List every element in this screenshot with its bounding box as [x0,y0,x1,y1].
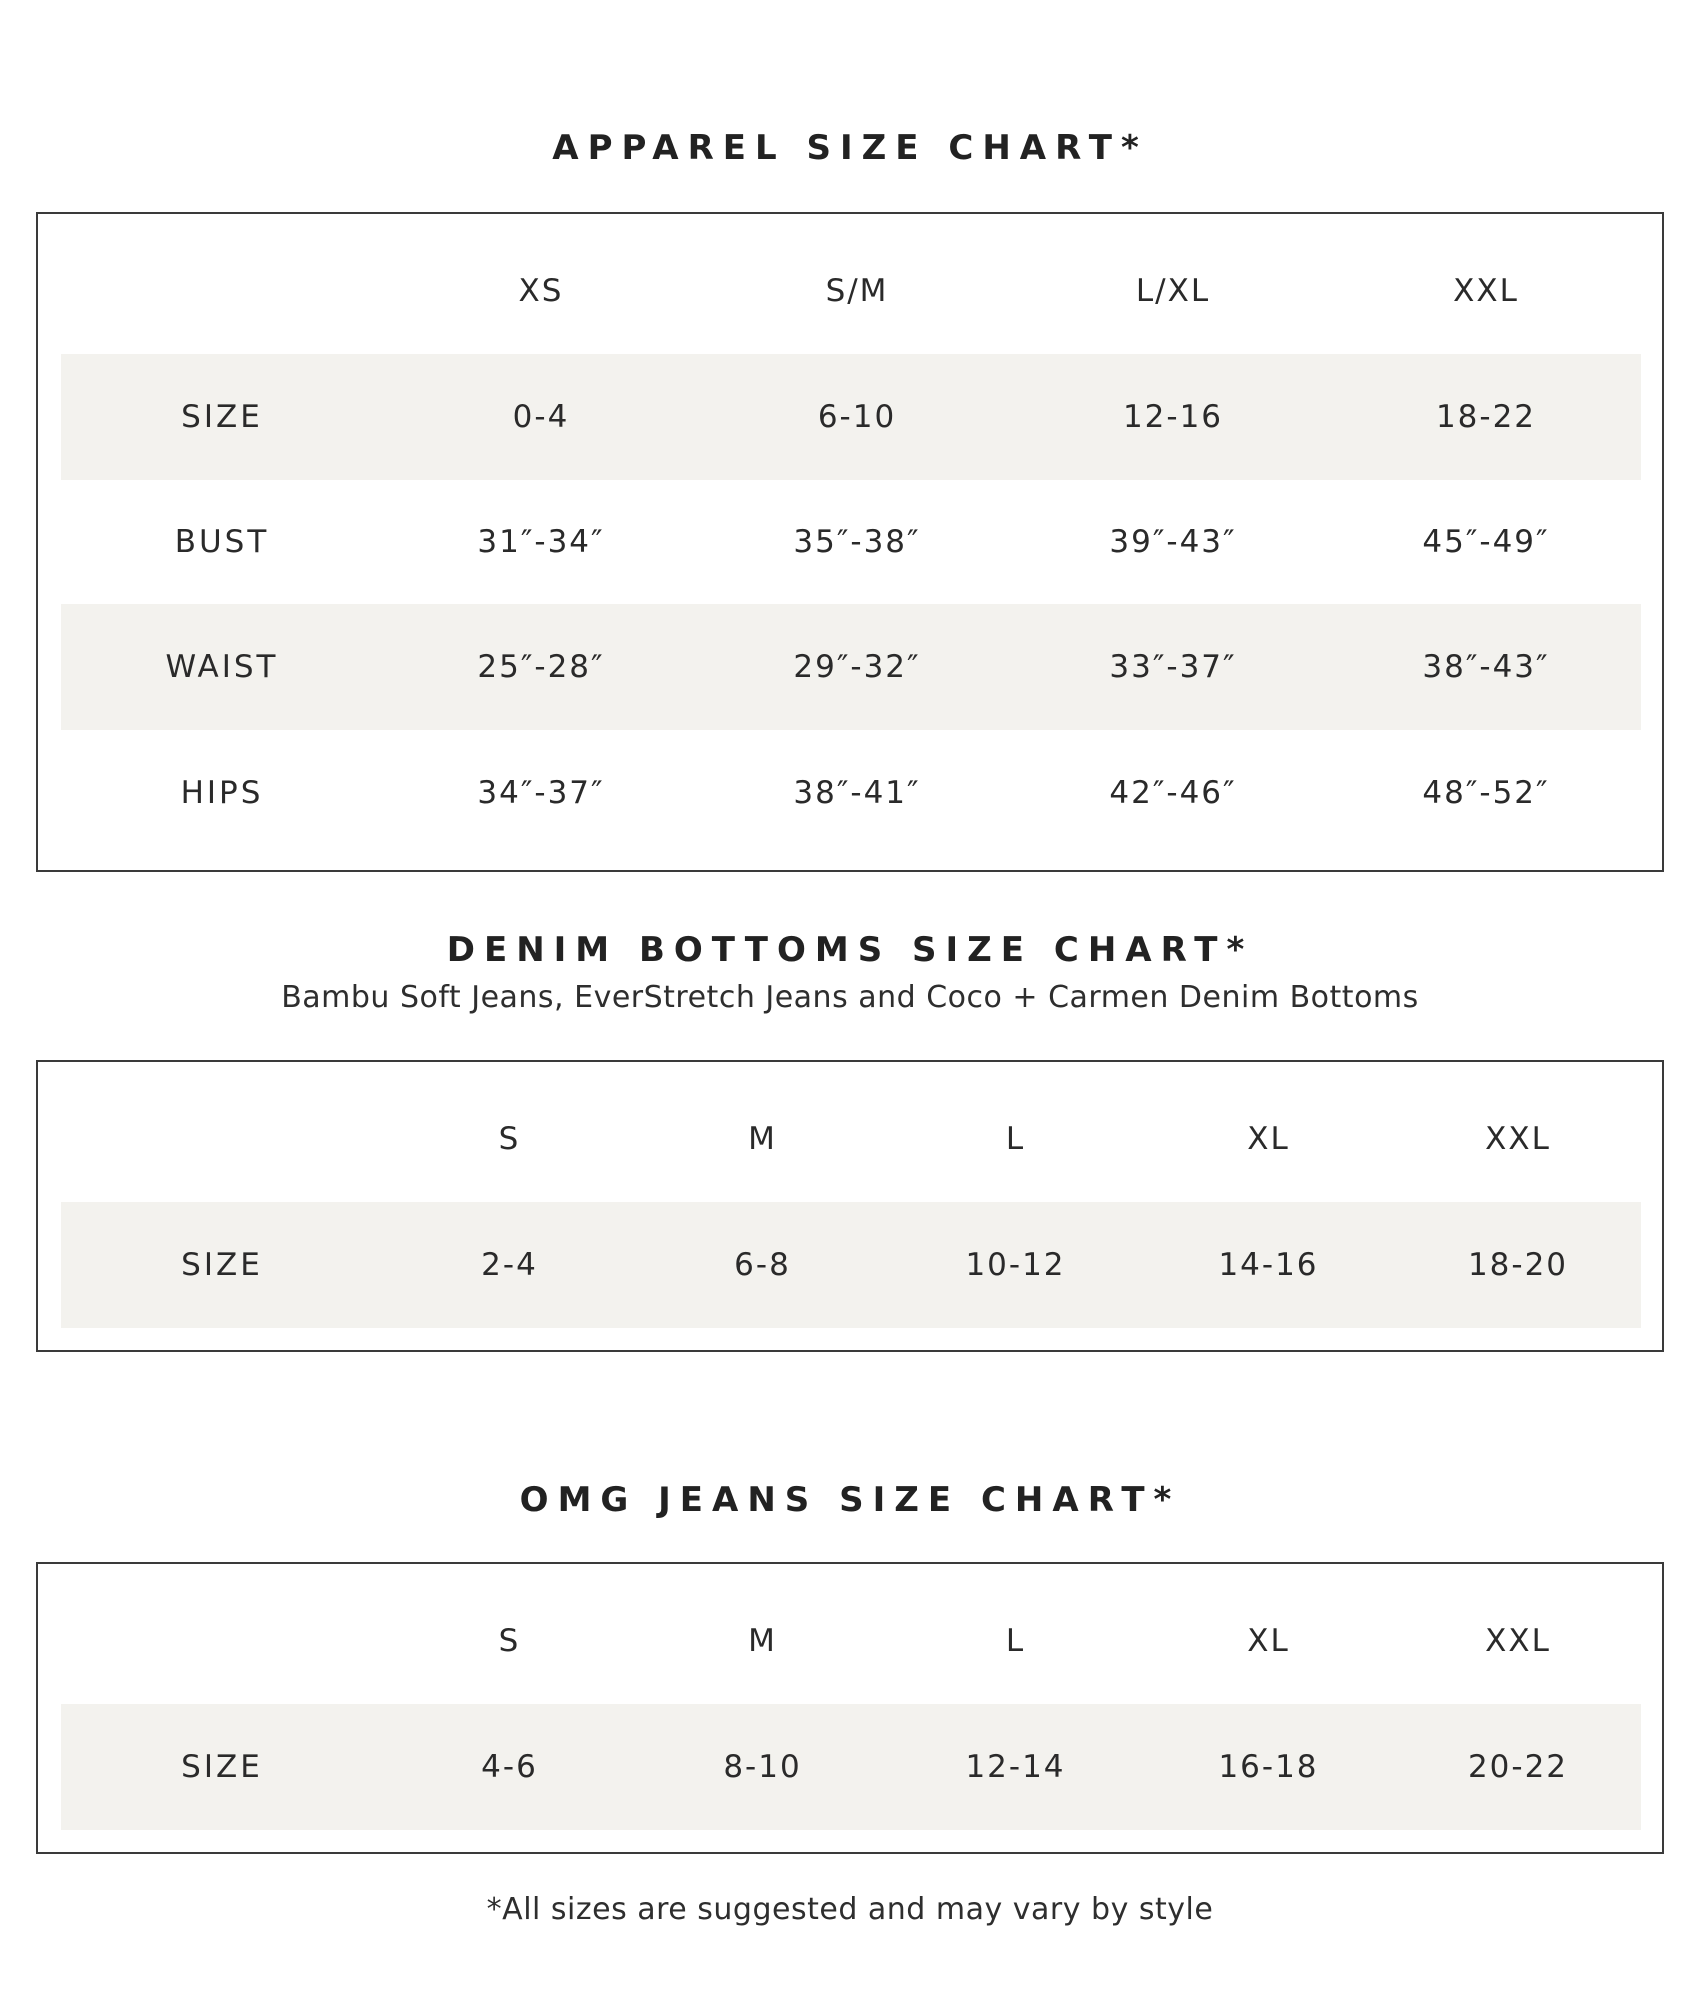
omg-header-cell: M [748,1623,777,1659]
table-cell: 6-10 [817,399,897,435]
table-cell: 12-14 [965,1749,1066,1785]
table-cell: 29″-32″ [793,649,921,685]
apparel-header-cell: L/XL [1135,273,1211,309]
table-cell: 8-10 [723,1749,802,1785]
apparel-row-waist [61,604,1641,730]
table-cell: 10-12 [965,1247,1066,1283]
denim-chart-title: DENIM BOTTOMS SIZE CHART* [446,930,1254,970]
table-cell: 38″-43″ [1422,649,1550,685]
omg-chart-title: OMG JEANS SIZE CHART* [519,1480,1181,1520]
denim-header-cell: L [1005,1121,1026,1157]
omg-header-row [61,1578,1641,1704]
table-cell: 18-22 [1435,399,1537,435]
table-cell: 18-20 [1467,1247,1569,1283]
denim-header-cell: XXL [1485,1121,1551,1157]
table-cell: 16-18 [1218,1749,1319,1785]
apparel-header-cell: XXL [1453,273,1519,309]
apparel-row-size [61,354,1641,480]
apparel-row-bust [61,479,1641,605]
table-cell: 48″-52″ [1422,775,1550,811]
row-label: HIPS [180,775,264,811]
table-cell: 42″-46″ [1109,775,1237,811]
row-label: SIZE [181,1247,263,1283]
omg-row-size [61,1704,1641,1830]
denim-header-row [61,1076,1641,1202]
apparel-header-row [61,228,1641,354]
apparel-size-table [36,212,1664,872]
table-cell: 25″-28″ [477,649,605,685]
table-cell: 39″-43″ [1109,524,1237,560]
row-label: SIZE [181,1749,263,1785]
row-label: SIZE [181,399,263,435]
denim-size-table [36,1060,1664,1352]
row-label: BUST [174,524,270,560]
denim-header-cell: M [748,1121,777,1157]
table-cell: 38″-41″ [793,775,921,811]
apparel-row-hips [61,730,1641,856]
denim-header-cell: S [498,1121,521,1157]
apparel-chart-title: APPAREL SIZE CHART* [552,128,1148,168]
table-cell: 35″-38″ [793,524,921,560]
denim-chart-subtitle: Bambu Soft Jeans, EverStretch Jeans and Coco + Carmen Denim Bottoms [281,980,1419,1015]
table-cell: 4-6 [481,1749,538,1785]
omg-header-cell: L [1005,1623,1026,1659]
omg-header-cell: XL [1247,1623,1290,1659]
omg-header-cell: S [498,1623,521,1659]
apparel-header-cell: S/M [825,273,889,309]
apparel-header-cell: XS [518,273,564,309]
denim-header-cell: XL [1247,1121,1290,1157]
table-cell: 0-4 [512,399,570,435]
table-cell: 12-16 [1122,399,1224,435]
table-cell: 33″-37″ [1109,649,1237,685]
table-cell: 31″-34″ [477,524,605,560]
table-cell: 34″-37″ [477,775,605,811]
denim-row-size [61,1202,1641,1328]
omg-size-table [36,1562,1664,1854]
table-cell: 20-22 [1467,1749,1569,1785]
table-cell: 6-8 [734,1247,791,1283]
table-cell: 45″-49″ [1422,524,1550,560]
size-disclaimer-footnote: *All sizes are suggested and may vary by style [486,1892,1214,1927]
table-cell: 2-4 [481,1247,538,1283]
row-label: WAIST [165,649,279,685]
table-cell: 14-16 [1218,1247,1319,1283]
omg-header-cell: XXL [1485,1623,1551,1659]
